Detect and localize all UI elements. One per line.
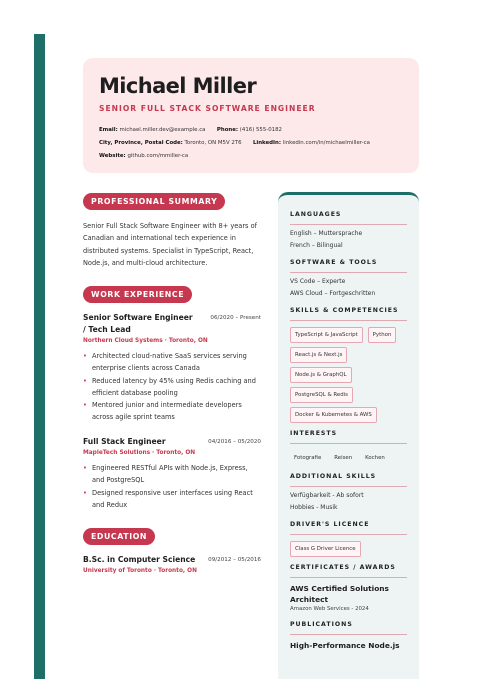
interests-tags [290,450,407,466]
website-label: Website: [99,153,126,159]
certificates-title: CERTIFICATES / AWARDS [290,564,407,578]
job-bullet: • Mentored junior and intermediate developers across agile sprint teams [83,399,261,424]
skill-tag: Python [368,327,397,343]
languages-section [290,211,407,252]
additional-skill-item: Verfügbarkeit - Ab sofort [290,492,364,499]
city-label: City, Province, Postal Code: [99,140,183,146]
job-bullet: • Reduced latency by 45% using Redis caching and efficient database pooling [83,375,261,400]
summary-text: Senior Full Stack Software Engineer with 8+ years of Canadian and international tech experience in distributed systems. Specialist in TypeScript, React, Node.js, and multi-cloud architecture. [83,222,257,268]
publications-title: PUBLICATIONS [290,621,407,635]
publication-name: High-Performance Node.js [290,641,400,650]
software-item: VS Code – Experte [290,278,346,285]
job-bullet: • Engineered RESTful APIs with Node.js, Express, and PostgreSQL [83,462,261,487]
candidate-name: Michael Miller [99,74,257,98]
degree-title: B.Sc. in Computer Science [83,555,196,564]
linkedin-label: LinkedIn: [252,140,282,146]
license-title: DRIVER'S LICENCE [290,521,407,535]
certificate-name: AWS Certified Solutions Architect [290,584,389,604]
job-bullets [83,350,261,424]
website-link[interactable]: github.com/mmiller-ca [127,153,189,159]
interest-tag: Fotografie [294,455,322,461]
skills-section [290,307,407,423]
job-date: 04/2016 – 05/2020 [208,439,261,445]
skills-tags [290,327,407,423]
publications-section [290,621,407,651]
education-heading: EDUCATION [83,528,155,545]
language-item: French – Bilingual [290,242,343,249]
education-date: 09/2012 – 05/2016 [208,557,261,563]
school-name: University of Toronto · Toronto, ON [83,568,197,574]
summary-heading: PROFESSIONAL SUMMARY [83,193,225,210]
software-title: SOFTWARE & TOOLS [290,259,407,273]
languages-title: LANGUAGES [290,211,407,225]
phone-label: Phone: [216,127,239,133]
contact-row-website [99,152,403,160]
interest-tag: Reisen [334,455,353,461]
skill-tag: Node.js & GraphQL [290,367,352,383]
additional-skills-title: ADDITIONAL SKILLS [290,473,407,487]
additional-skill-item: Hobbies - Musik [290,504,338,511]
job-entry [83,436,261,511]
interests-section [290,430,407,466]
skill-tag: TypeScript & JavaScript [290,327,363,343]
job-company: Northern Cloud Systems · Toronto, ON [83,338,208,344]
job-title: Full Stack Engineer [83,437,166,446]
email-value[interactable]: michael.miller.dev@example.ca [119,127,206,133]
license-tag: Class G Driver Licence [290,541,361,557]
candidate-role: SENIOR FULL STACK SOFTWARE ENGINEER [99,104,316,113]
license-section [290,521,407,557]
skills-title: SKILLS & COMPETENCIES [290,307,407,321]
certificate-issuer: Amazon Web Services - 2024 [290,606,369,612]
additional-skills-section [290,473,407,514]
skill-tag: Docker & Kubernetes & AWS [290,407,377,423]
job-date: 06/2020 – Present [210,315,261,321]
contact-block [99,126,403,160]
job-company: MapleTech Solutions · Toronto, ON [83,450,196,456]
skill-tag: React.js & Next.js [290,347,347,363]
language-item: English – Muttersprache [290,230,363,237]
software-section [290,259,407,300]
license-tags [290,541,407,557]
skill-tag: PostgreSQL & Redis [290,387,353,403]
certificates-section [290,564,407,614]
city-value: Toronto, ON M5V 2T6 [184,140,242,146]
sidebar-column [278,192,419,679]
contact-row-email-phone [99,126,403,134]
job-entry [83,312,261,424]
phone-value[interactable]: (416) 555-0182 [239,127,282,133]
interests-title: INTERESTS [290,430,407,444]
software-item: AWS Cloud – Fortgeschritten [290,290,376,297]
email-label: Email: [99,127,118,133]
resume-header [83,58,419,173]
job-bullets [83,462,261,511]
job-bullet: • Architected cloud-native SaaS services serving enterprise clients across Canada [83,350,261,375]
job-bullet: • Designed responsive user interfaces using React and Redux [83,487,261,512]
left-accent-bar [34,34,45,679]
job-title: Senior Software Engineer / Tech Lead [83,313,193,334]
contact-row-city-linkedin [99,139,403,147]
linkedin-link[interactable]: linkedin.com/in/michaelmiller-ca [282,140,370,146]
education-entry [83,554,261,576]
experience-heading: WORK EXPERIENCE [83,286,192,303]
interest-tag: Kochen [365,455,385,461]
